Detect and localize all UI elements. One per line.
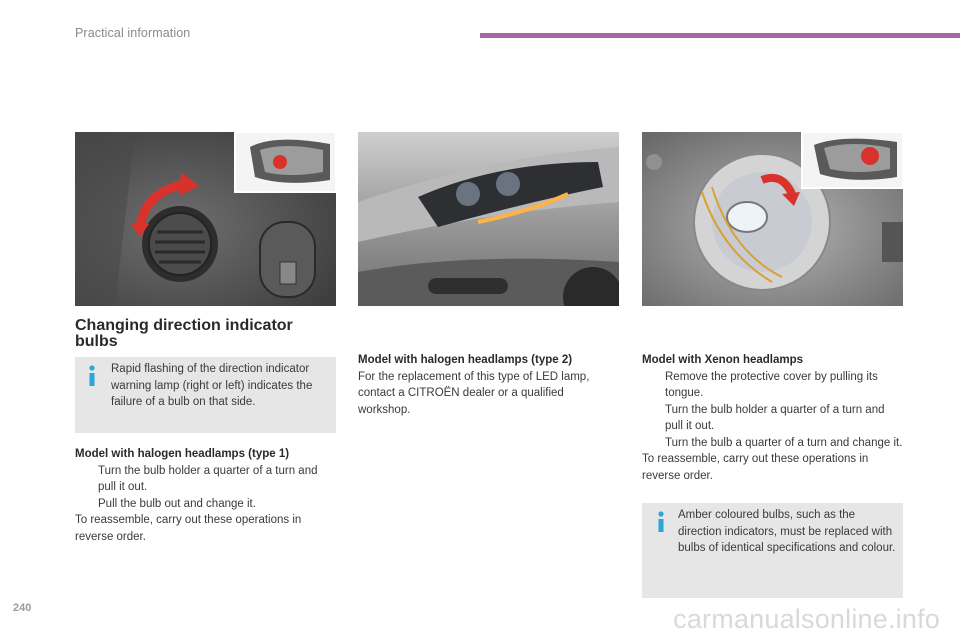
type1-bullet-text: Pull the bulb out and change it. [98, 497, 256, 510]
photo-halogen-type1 [75, 132, 336, 306]
xenon-bullet [642, 435, 904, 452]
type2-section [358, 352, 613, 418]
section-title: Changing direction indicator bulbs [75, 317, 293, 350]
header-accent-bar [480, 33, 960, 38]
xenon-bullet [642, 369, 904, 402]
type2-text: For the replacement of this type of LED lamp, contact a CITROËN dealer or a qualified workshop. [358, 370, 590, 416]
xenon-bullet-text: Remove the protective cover by pulling its tongue. [665, 370, 878, 399]
xenon-note: To reassemble, carry out these operations in reverse order. [642, 453, 869, 482]
xenon-section [642, 352, 904, 484]
type2-heading: Model with halogen headlamps (type 2) [358, 354, 573, 366]
info-box-text: Rapid flashing of the direction indicator warning lamp (right or left) indicates the failure of a bulb on that side. [111, 363, 313, 408]
xenon-bullet [642, 402, 904, 435]
type1-heading: Model with halogen headlamps (type 1) [75, 448, 290, 460]
info-box-amber [642, 503, 903, 598]
type1-bullet-text: Turn the bulb holder a quarter of a turn and pull it out. [98, 464, 318, 493]
page-header-title: Practical information [75, 26, 191, 40]
page-number: 240 [13, 602, 32, 614]
info-icon [86, 365, 98, 387]
xenon-heading: Model with Xenon headlamps [642, 354, 804, 366]
xenon-bullet-text: Turn the bulb a quarter of a turn and change it. [665, 436, 903, 449]
type1-bullet [75, 496, 337, 513]
type1-bullet [75, 463, 337, 496]
type1-note: To reassemble, carry out these operations in reverse order. [75, 514, 302, 543]
info-box-flashing [75, 357, 336, 433]
type1-section [75, 446, 337, 545]
info-box-text: Amber coloured bulbs, such as the direction indicators, must be replaced with bulbs of identical specifications and colour. [678, 509, 896, 554]
info-icon [655, 511, 667, 533]
photo-xenon [642, 132, 903, 306]
photo-halogen-type2 [358, 132, 619, 306]
xenon-bullet-text: Turn the bulb holder a quarter of a turn and pull it out. [665, 403, 885, 432]
watermark: carmanualsonline.info [673, 604, 940, 634]
